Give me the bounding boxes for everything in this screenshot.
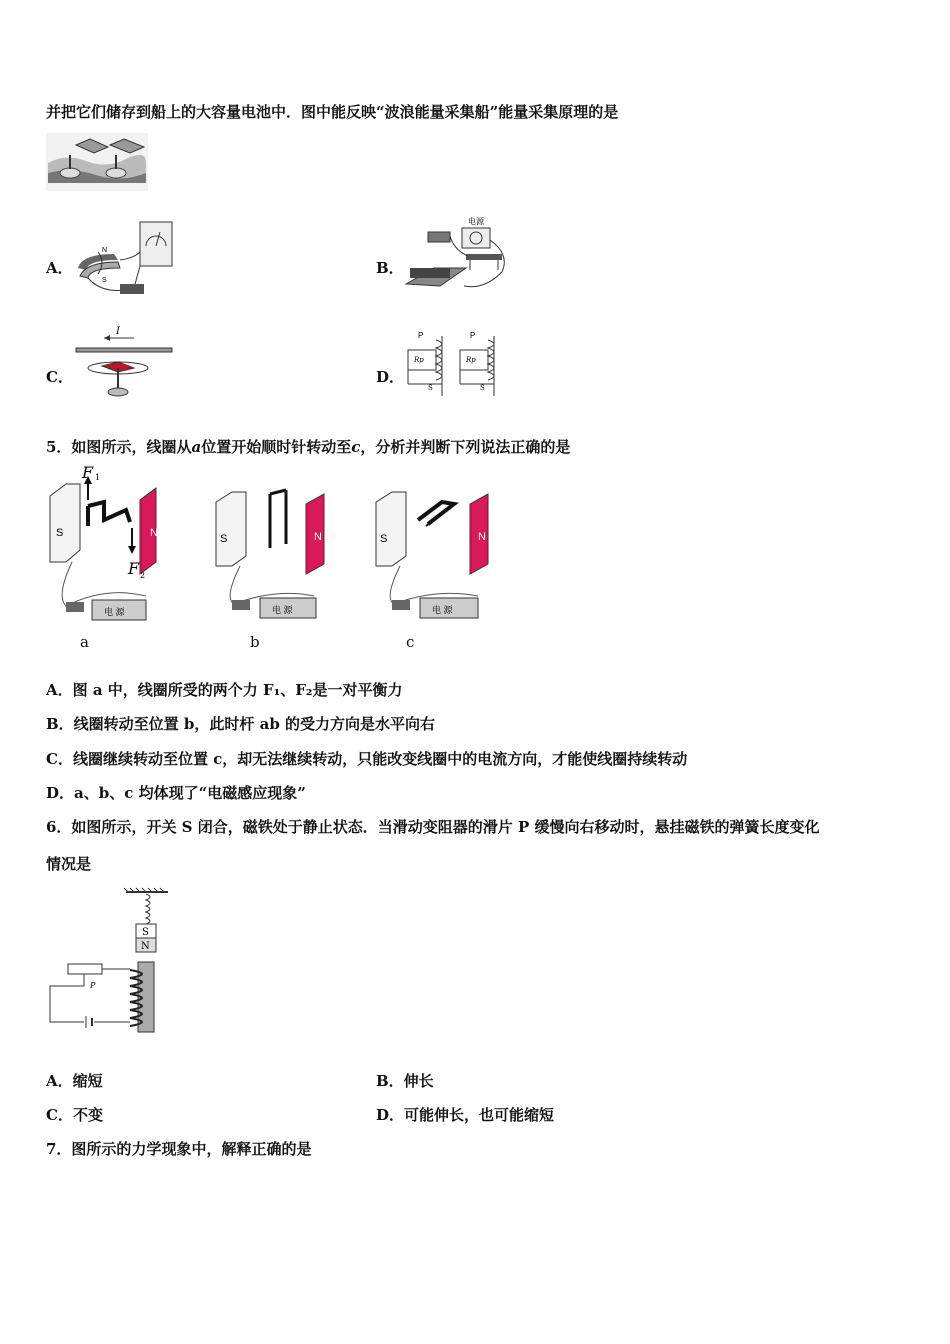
intro-line: 并把它们储存到船上的大容量电池中．图中能反映“波浪能量采集船”能量采集原理的是: [46, 103, 619, 121]
q6-stem-line2: 情况是: [46, 855, 92, 873]
q5-figure-b-caption: b: [250, 633, 260, 651]
svg-text:S: S: [142, 927, 149, 938]
svg-text:N: N: [102, 247, 108, 254]
svg-text:S: S: [480, 384, 485, 392]
svg-text:N: N: [141, 941, 150, 952]
q6-option-c[interactable]: C．不变: [46, 1106, 103, 1124]
q4-option-d-label[interactable]: D．: [376, 368, 405, 386]
svg-text:电 源: 电 源: [104, 607, 125, 617]
q5-figure-c-caption: c: [406, 633, 415, 651]
q4-option-b-label[interactable]: B．: [376, 259, 404, 277]
q6-stem-line1: 6．如图所示，开关 S 闭合，磁铁处于静止状态．当滑动变阻器的滑片 P 缓慢向右移动时，悬挂磁铁的弹簧长度变化: [46, 818, 820, 836]
svg-text:S: S: [102, 277, 107, 284]
q5-figure-a: [46, 466, 164, 626]
q6-figure: [46, 886, 172, 1034]
svg-text:S: S: [380, 533, 388, 545]
svg-text:S: S: [220, 533, 228, 545]
slider-p-label: P: [418, 331, 424, 340]
q4-option-a-figure: [74, 218, 174, 300]
q5-figure-b: [210, 480, 342, 626]
svg-text:F: F: [82, 466, 94, 482]
svg-text:N: N: [150, 527, 158, 539]
current-label: I: [116, 326, 120, 337]
q4-option-b-figure: [404, 214, 512, 300]
power-label: 电源: [468, 217, 484, 226]
q4-option-d-figure: [404, 326, 508, 406]
svg-text:F: F: [128, 559, 140, 578]
q4-option-c-label[interactable]: C．: [46, 368, 73, 386]
svg-text:电 源: 电 源: [432, 605, 453, 615]
q4-option-a-label[interactable]: A．: [46, 259, 73, 277]
q5-option-a[interactable]: A．图 a 中，线圈所受的两个力 F₁、F₂是一对平衡力: [46, 681, 403, 699]
q6-option-b[interactable]: B．伸长: [376, 1072, 434, 1090]
svg-text:1: 1: [95, 473, 101, 482]
svg-text:S: S: [428, 384, 433, 392]
q6-option-a[interactable]: A．缩短: [46, 1072, 103, 1090]
q6-option-d[interactable]: D．可能伸长，也可能缩短: [376, 1106, 555, 1124]
svg-text:N: N: [314, 531, 322, 543]
q5-figure-c: [370, 480, 508, 626]
q4-option-c-figure: [74, 322, 174, 404]
wave-boat-figure: [46, 133, 148, 191]
svg-text:Rp: Rp: [414, 356, 424, 364]
q5-option-d[interactable]: D．a、b、c 均体现了“电磁感应现象”: [46, 784, 306, 802]
q7-stem: 7．图所示的力学现象中，解释正确的是: [46, 1140, 312, 1158]
q5-figure-a-caption: a: [80, 633, 89, 651]
svg-text:S: S: [56, 527, 64, 539]
svg-text:N: N: [478, 531, 486, 543]
svg-text:2: 2: [140, 571, 146, 580]
svg-text:电 源: 电 源: [272, 605, 293, 615]
svg-text:P: P: [90, 981, 96, 990]
q5-stem: 5．如图所示，线圈从a位置开始顺时针转动至c，分析并判断下列说法正确的是: [46, 438, 571, 456]
q5-option-b[interactable]: B．线圈转动至位置 b，此时杆 ab 的受力方向是水平向右: [46, 715, 436, 733]
svg-text:P: P: [470, 331, 476, 340]
q5-option-c[interactable]: C．线圈继续转动至位置 c，却无法继续转动，只能改变线圈中的电流方向，才能使线圈持续转动: [46, 750, 688, 768]
svg-text:Rp: Rp: [466, 356, 476, 364]
